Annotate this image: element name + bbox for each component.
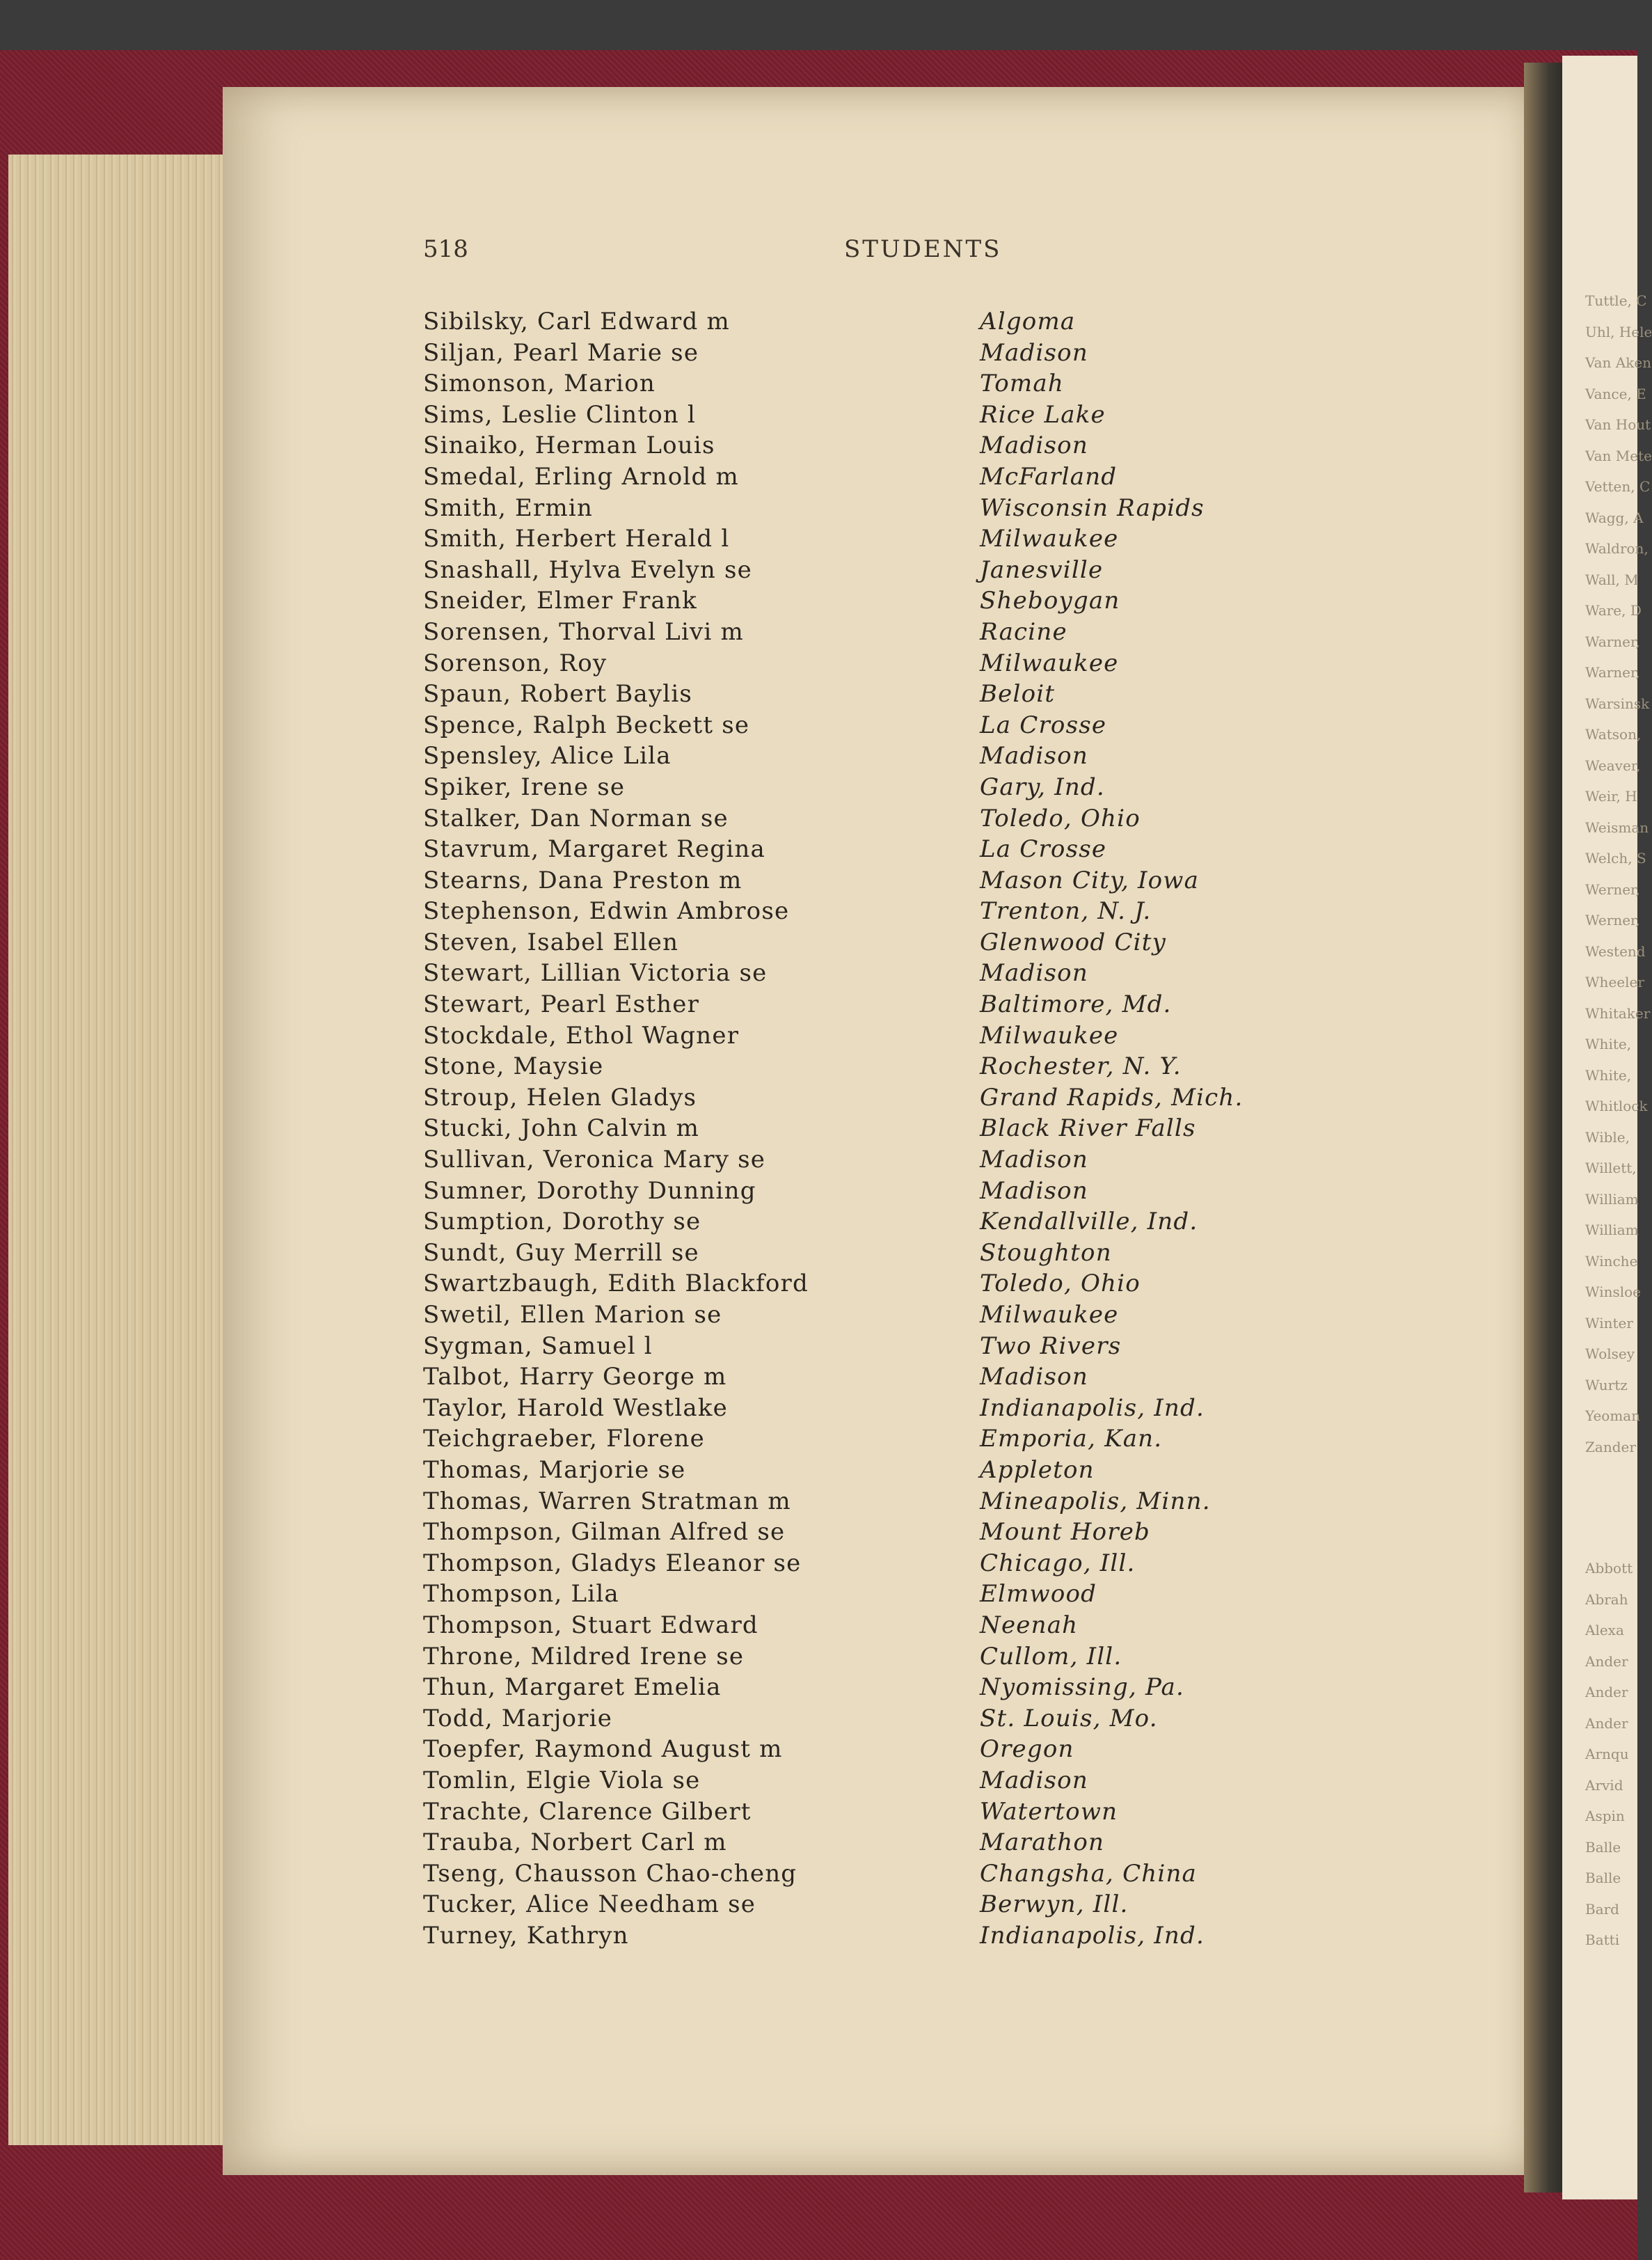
student-name: Stearns, Dana Preston m — [423, 866, 742, 894]
student-hometown: Changsha, China — [980, 1859, 1198, 1888]
facing-page-fragment: Van Mete — [1585, 447, 1652, 464]
facing-page-fragment: Vetten, C — [1585, 478, 1651, 495]
student-name: Sims, Leslie Clinton l — [423, 400, 697, 429]
student-list — [423, 308, 1286, 1952]
facing-page-fragments — [1585, 285, 1652, 1956]
student-row — [423, 959, 1286, 990]
student-name: Throne, Mildred Irene se — [423, 1642, 745, 1670]
student-row — [423, 339, 1286, 370]
student-name: Simonson, Marion — [423, 370, 656, 398]
student-row — [423, 805, 1286, 836]
student-row — [423, 773, 1286, 805]
facing-page-fragment: Whitlock — [1585, 1098, 1648, 1114]
student-name: Sygman, Samuel l — [423, 1331, 653, 1360]
student-name: Spence, Ralph Beckett se — [423, 711, 750, 739]
student-name: Stroup, Helen Gladys — [423, 1083, 697, 1112]
student-row — [423, 1177, 1286, 1208]
student-hometown: Milwaukee — [980, 525, 1119, 553]
student-row — [423, 1146, 1286, 1177]
student-row — [423, 401, 1286, 432]
student-name: Smedal, Erling Arnold m — [423, 462, 739, 491]
student-row — [423, 556, 1286, 587]
student-row — [423, 897, 1286, 929]
student-row — [423, 742, 1286, 773]
student-name: Thun, Margaret Emelia — [423, 1673, 722, 1702]
student-hometown: Nyomissing, Pa. — [980, 1673, 1185, 1702]
facing-page-fragment: Balle — [1585, 1838, 1621, 1856]
student-row — [423, 1332, 1286, 1364]
student-name: Trachte, Clarence Gilbert — [423, 1797, 752, 1826]
facing-page-fragment: Weir, H — [1585, 788, 1637, 805]
student-name: Toepfer, Raymond August m — [423, 1735, 783, 1764]
facing-page-fragment: Van Hout — [1585, 416, 1651, 433]
student-name: Sumner, Dorothy Dunning — [423, 1176, 756, 1205]
facing-page-fragment: Wurtz — [1585, 1376, 1628, 1393]
facing-page-fragment: Welch, S — [1585, 850, 1646, 867]
student-hometown: Stoughton — [980, 1238, 1112, 1267]
student-name: Thompson, Stuart Edward — [423, 1611, 759, 1639]
facing-page-fragment: Aspin — [1585, 1808, 1625, 1824]
student-name: Sibilsky, Carl Edward m — [423, 308, 730, 335]
facing-page-fragment: Tuttle, C — [1585, 292, 1647, 309]
student-hometown: Mason City, Iowa — [980, 866, 1200, 894]
facing-page-fragment: Whitaker — [1585, 1004, 1651, 1022]
facing-page-fragment: Wall, M — [1585, 571, 1639, 588]
facing-page-fragment: Batti — [1585, 1931, 1620, 1948]
student-hometown: Rochester, N. Y. — [980, 1052, 1182, 1081]
student-hometown: La Crosse — [980, 835, 1107, 864]
student-row — [423, 1580, 1286, 1611]
student-name: Swartzbaugh, Edith Blackford — [423, 1270, 809, 1298]
facing-page-fragment: Ander — [1585, 1652, 1628, 1670]
facing-page-fragment: Ander — [1585, 1684, 1628, 1700]
facing-page-fragment: Winche — [1585, 1252, 1638, 1270]
facing-page-fragment: Wagg, A — [1585, 509, 1644, 526]
student-name: Stephenson, Edwin Ambrose — [423, 897, 790, 926]
page-number: 518 — [423, 235, 468, 263]
student-hometown: Trenton, N. J. — [980, 897, 1152, 926]
student-hometown: Cullom, Ill. — [980, 1642, 1122, 1670]
student-row — [423, 649, 1286, 681]
student-row — [423, 1456, 1286, 1487]
student-name: Snashall, Hylva Evelyn se — [423, 555, 752, 584]
student-row — [423, 1549, 1286, 1581]
student-row — [423, 370, 1286, 401]
facing-page-fragment: Weaver, — [1585, 757, 1641, 774]
student-hometown: Tomah — [980, 370, 1064, 398]
facing-page-fragment: Arvid — [1585, 1776, 1623, 1794]
student-name: Steven, Isabel Ellen — [423, 928, 679, 956]
student-row — [423, 587, 1286, 618]
student-name: Trauba, Norbert Carl m — [423, 1828, 727, 1857]
student-row — [423, 1052, 1286, 1084]
student-hometown: St. Louis, Mo. — [980, 1704, 1158, 1732]
student-name: Swetil, Ellen Marion se — [423, 1301, 722, 1329]
student-hometown: Algoma — [980, 308, 1076, 335]
student-hometown: Wisconsin Rapids — [980, 493, 1205, 522]
student-name: Tucker, Alice Needham se — [423, 1890, 756, 1919]
facing-page-fragment: Willett, — [1585, 1160, 1637, 1176]
student-row — [423, 1487, 1286, 1519]
student-hometown: Black River Falls — [980, 1114, 1196, 1143]
student-hometown: Janesville — [980, 555, 1104, 584]
student-name: Spensley, Alice Lila — [423, 742, 672, 771]
student-row — [423, 463, 1286, 494]
student-hometown: Grand Rapids, Mich. — [980, 1083, 1244, 1112]
student-name: Tseng, Chausson Chao-cheng — [423, 1859, 797, 1888]
facing-page-fragment: Westend — [1585, 942, 1646, 960]
student-hometown: Mount Horeb — [980, 1518, 1151, 1547]
student-hometown: La Crosse — [980, 711, 1107, 739]
student-row — [423, 1611, 1286, 1643]
student-name: Todd, Marjorie — [423, 1704, 613, 1732]
student-hometown: Neenah — [980, 1611, 1079, 1639]
student-row — [423, 1922, 1286, 1953]
student-name: Stewart, Pearl Esther — [423, 990, 700, 1019]
student-row — [423, 1767, 1286, 1798]
student-row — [423, 929, 1286, 960]
student-name: Thompson, Lila — [423, 1580, 619, 1609]
student-row — [423, 1270, 1286, 1301]
student-hometown: Beloit — [980, 680, 1056, 709]
facing-page-fragment: Winter — [1585, 1314, 1633, 1331]
student-name: Taylor, Harold Westlake — [423, 1393, 728, 1422]
student-hometown: Madison — [980, 742, 1088, 771]
student-hometown: Indianapolis, Ind. — [980, 1393, 1205, 1422]
student-row — [423, 1890, 1286, 1922]
facing-page-fragment: William — [1585, 1222, 1639, 1238]
student-name: Stockdale, Ethol Wagner — [423, 1021, 740, 1050]
facing-page-fragment: Alexa — [1585, 1622, 1624, 1638]
facing-page-fragment: Van Aken — [1585, 354, 1652, 371]
student-hometown: Oregon — [980, 1735, 1074, 1764]
student-name: Sorenson, Roy — [423, 649, 607, 677]
facing-page-fragment: White, — [1585, 1066, 1632, 1084]
student-row — [423, 1114, 1286, 1146]
student-hometown: Watertown — [980, 1797, 1118, 1826]
student-hometown: Kendallville, Ind. — [980, 1208, 1198, 1236]
student-name: Stone, Maysie — [423, 1052, 604, 1081]
student-row — [423, 1828, 1286, 1860]
facing-page-fragment: William — [1585, 1190, 1639, 1208]
facing-page-fragment: Waldron, — [1585, 540, 1649, 557]
facing-page-fragment: Wheeler — [1585, 974, 1644, 990]
student-name: Sundt, Guy Merrill se — [423, 1238, 699, 1267]
student-hometown: Madison — [980, 959, 1088, 988]
student-name: Stewart, Lillian Victoria se — [423, 959, 768, 988]
student-hometown: Madison — [980, 338, 1088, 367]
facing-page-fragment: Vance, E — [1585, 385, 1646, 402]
facing-page-fragment: Weisman — [1585, 819, 1649, 836]
student-hometown: Glenwood City — [980, 928, 1167, 956]
facing-page-fragment: Yeoman — [1585, 1407, 1641, 1424]
student-hometown: Baltimore, Md. — [980, 990, 1172, 1019]
facing-page-fragment: Uhl, Hele — [1585, 323, 1652, 340]
facing-page-fragment: Werner, — [1585, 880, 1640, 898]
student-name: Stalker, Dan Norman se — [423, 804, 729, 832]
student-row — [423, 835, 1286, 867]
facing-page-fragment: Abrah — [1585, 1590, 1628, 1608]
facing-page-fragment: White, — [1585, 1036, 1632, 1052]
student-hometown: Chicago, Ill. — [980, 1549, 1136, 1577]
student-row — [423, 1705, 1286, 1736]
student-hometown: Elmwood — [980, 1580, 1097, 1609]
student-name: Thomas, Marjorie se — [423, 1455, 686, 1484]
student-name: Teichgraeber, Florene — [423, 1425, 705, 1453]
student-name: Stucki, John Calvin m — [423, 1114, 700, 1143]
student-hometown: Mineapolis, Minn. — [980, 1487, 1211, 1515]
student-hometown: Gary, Ind. — [980, 773, 1105, 801]
student-row — [423, 1208, 1286, 1239]
student-row — [423, 618, 1286, 649]
student-row — [423, 1239, 1286, 1270]
student-hometown: Madison — [980, 1146, 1088, 1174]
facing-page-fragment: Warner, — [1585, 633, 1640, 650]
student-row — [423, 711, 1286, 743]
facing-page-fragment: Warsinsk — [1585, 695, 1650, 712]
facing-page-fragment: Zander — [1585, 1438, 1636, 1455]
student-row — [423, 867, 1286, 898]
student-name: Smith, Ermin — [423, 493, 594, 522]
student-name: Siljan, Pearl Marie se — [423, 338, 699, 367]
page-title: STUDENTS — [844, 235, 1002, 263]
student-hometown: McFarland — [980, 462, 1118, 491]
student-hometown: Berwyn, Ill. — [980, 1890, 1129, 1919]
student-name: Spiker, Irene se — [423, 773, 626, 801]
student-hometown: Toledo, Ohio — [980, 1270, 1141, 1298]
student-name: Spaun, Robert Baylis — [423, 680, 693, 709]
facing-page-fragment: Warner, — [1585, 664, 1640, 681]
student-hometown: Two Rivers — [980, 1331, 1122, 1360]
facing-page-fragment: Wolsey — [1585, 1345, 1635, 1362]
facing-page-fragment: Bard — [1585, 1900, 1619, 1918]
student-name: Tomlin, Elgie Viola se — [423, 1766, 701, 1794]
student-row — [423, 1425, 1286, 1456]
facing-page-fragment: Ander — [1585, 1714, 1628, 1732]
student-hometown: Indianapolis, Ind. — [980, 1921, 1205, 1950]
student-name: Smith, Herbert Herald l — [423, 525, 730, 553]
student-row — [423, 1394, 1286, 1425]
student-row — [423, 1643, 1286, 1674]
student-row — [423, 494, 1286, 526]
student-name: Sumption, Dorothy se — [423, 1208, 701, 1236]
student-name: Thompson, Gilman Alfred se — [423, 1518, 786, 1547]
student-row — [423, 1022, 1286, 1053]
student-hometown: Rice Lake — [980, 400, 1106, 429]
student-row — [423, 1735, 1286, 1767]
student-row — [423, 432, 1286, 463]
student-hometown: Marathon — [980, 1828, 1105, 1857]
facing-page-fragment: Abbott — [1585, 1560, 1633, 1577]
student-row — [423, 1518, 1286, 1549]
student-hometown: Milwaukee — [980, 649, 1119, 677]
student-hometown: Toledo, Ohio — [980, 804, 1141, 832]
student-hometown: Madison — [980, 1176, 1088, 1205]
student-hometown: Milwaukee — [980, 1301, 1119, 1329]
facing-page-gap — [1585, 1462, 1637, 1553]
student-name: Sinaiko, Herman Louis — [423, 432, 715, 460]
book-gutter — [1524, 63, 1566, 2192]
student-name: Thompson, Gladys Eleanor se — [423, 1549, 802, 1577]
facing-page-fragment: Balle — [1585, 1870, 1621, 1886]
facing-page-fragment: Wible, — [1585, 1128, 1630, 1146]
student-hometown: Emporia, Kan. — [980, 1425, 1163, 1453]
student-hometown: Milwaukee — [980, 1021, 1119, 1050]
student-hometown: Madison — [980, 1766, 1088, 1794]
facing-page-fragment: Winsloe — [1585, 1283, 1642, 1300]
page-header — [423, 235, 1022, 270]
student-name: Sullivan, Veronica Mary se — [423, 1146, 766, 1174]
student-hometown: Sheboygan — [980, 587, 1120, 615]
student-hometown: Madison — [980, 432, 1088, 460]
facing-page-fragment: Ware, D — [1585, 602, 1642, 619]
student-row — [423, 1363, 1286, 1394]
student-row — [423, 1798, 1286, 1829]
student-row — [423, 680, 1286, 711]
student-row — [423, 1084, 1286, 1115]
student-name: Turney, Kathryn — [423, 1921, 629, 1950]
facing-page-fragment: Arnqu — [1585, 1746, 1629, 1762]
student-row — [423, 308, 1286, 339]
student-hometown: Madison — [980, 1363, 1088, 1391]
student-name: Sneider, Elmer Frank — [423, 587, 697, 615]
facing-page-fragment: Watson, — [1585, 726, 1642, 743]
student-name: Stavrum, Margaret Regina — [423, 835, 765, 864]
student-name: Sorensen, Thorval Livi m — [423, 617, 744, 646]
student-row — [423, 1860, 1286, 1891]
student-row — [423, 525, 1286, 556]
student-hometown: Appleton — [980, 1455, 1095, 1484]
student-name: Talbot, Harry George m — [423, 1363, 727, 1391]
student-row — [423, 1301, 1286, 1332]
student-row — [423, 1673, 1286, 1705]
student-row — [423, 990, 1286, 1022]
student-name: Thomas, Warren Stratman m — [423, 1487, 791, 1515]
facing-page-fragment: Werner, — [1585, 912, 1640, 929]
student-hometown: Racine — [980, 617, 1067, 646]
